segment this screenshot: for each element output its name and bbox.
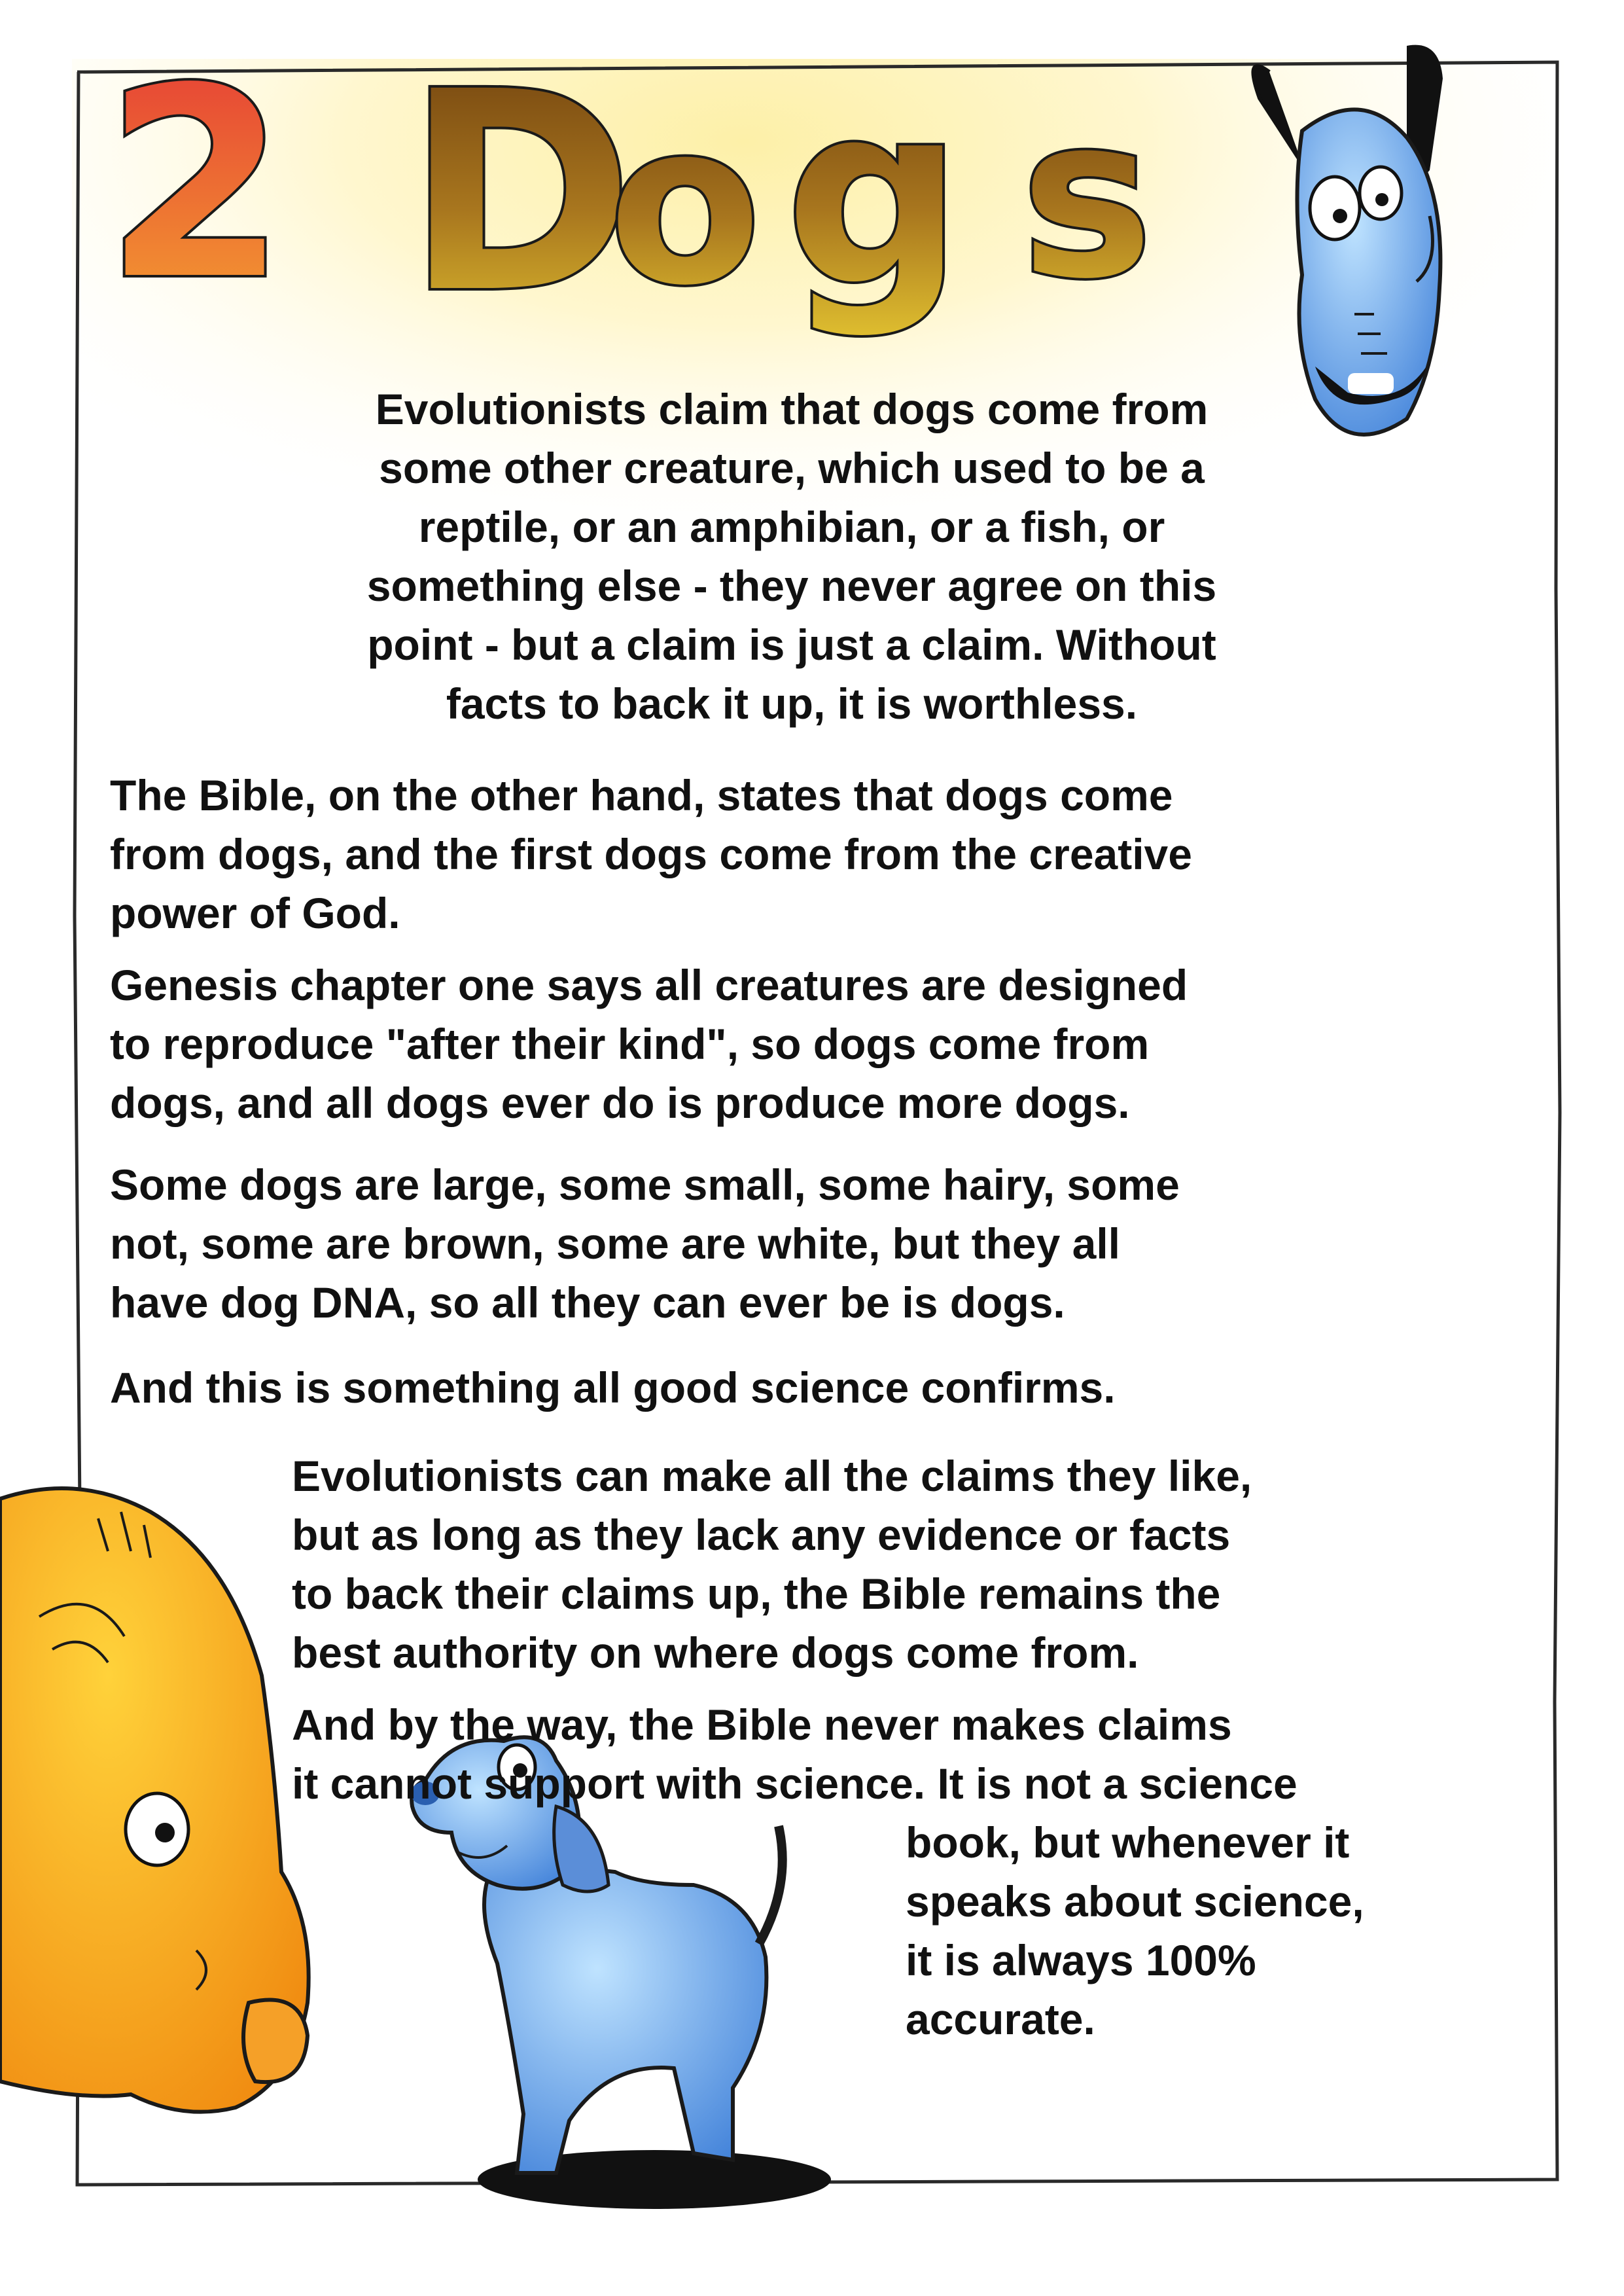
title-letter-g: g: [785, 50, 964, 340]
paragraph-dog-variety: Some dogs are large, some small, some hairy, some not, some are brown, some are white, but they all have dog DNA, so all they can ever be is dogs.: [110, 1160, 1180, 1327]
paragraph-accuracy: book, but whenever it speaks about science, it is always 100% accurate.: [906, 1818, 1364, 2043]
paragraph-science-confirms: And this is something all good science confirms.: [110, 1363, 1116, 1412]
title-letter-o: o: [609, 75, 762, 334]
paragraph-evolution-claim: Evolutionists claim that dogs come from some other creature, which used to be a reptile, or an amphibian, or a fish, or something else - they never agree on this point - but a claim is just a claim. Without facts to back it up, it is worthless.: [366, 385, 1217, 728]
title-letter-d: D: [406, 33, 634, 353]
paragraph-bible-statement: The Bible, on the other hand, states that dogs come from dogs, and the first dogs come from the creative power of God.: [110, 771, 1192, 937]
title-number: 2: [105, 33, 287, 337]
title-letter-s: s: [1021, 69, 1154, 328]
paragraph-genesis: Genesis chapter one says all creatures are designed to reproduce "after their kind", so dogs come from dogs, and all dogs ever do is produce more dogs.: [110, 961, 1188, 1127]
paragraph-bible-science: And by the way, the Bible never makes claims it cannot support with science. It is not a science: [292, 1700, 1297, 1808]
paragraph-evidence: Evolutionists can make all the claims they like, but as long as they lack any evidence or facts to back their claims up, the Bible remains the best authority on where dogs come from.: [292, 1452, 1252, 1677]
